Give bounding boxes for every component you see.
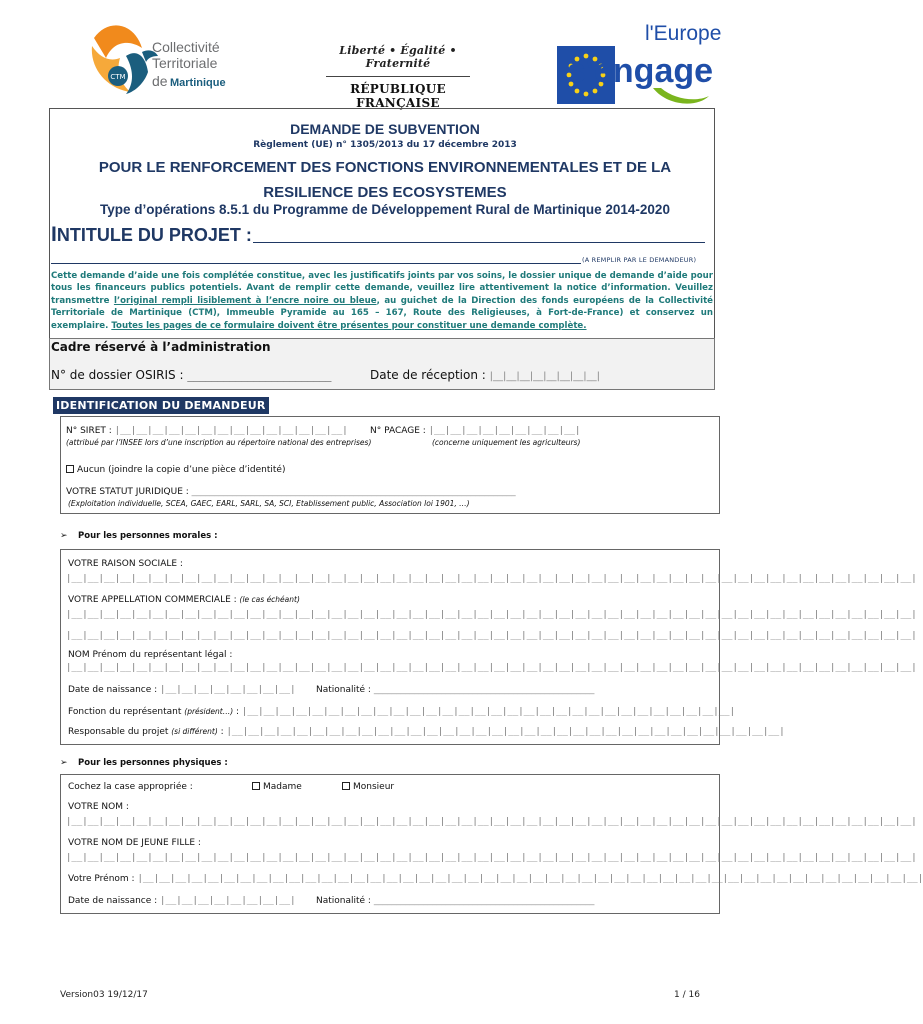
monsieur-option[interactable]: Monsieur [342, 782, 394, 792]
notice-emphasis-original: l’original rempli lisiblement à l’encre noire ou bleue [113, 295, 377, 306]
statut-juridique-field[interactable]: VOTRE STATUT JURIDIQUE : ________________________________________________________________________ [66, 487, 516, 497]
raison-sociale-label: VOTRE RAISON SOCIALE : [68, 559, 183, 569]
nom-jeune-fille-label: VOTRE NOM DE JEUNE FILLE : [68, 838, 201, 848]
rf-name: RÉPUBLIQUE FRANÇAISE [350, 82, 446, 110]
project-title-field-line2[interactable] [51, 263, 581, 264]
appellation-label: VOTRE APPELLATION COMMERCIALE : (le cas échéant) [68, 595, 300, 605]
physiques-birthdate-field[interactable]: Date de naissance : |__|__|__|__|__|__|__|__| [68, 896, 296, 906]
identification-section-title: IDENTIFICATION DU DEMANDEUR [53, 397, 269, 414]
siret-note: (attribué par l’INSEE lors d’une inscription au répertoire national des entreprises) [66, 438, 372, 447]
page-number: 1 / 16 [674, 990, 700, 1000]
operation-type: Type d’opérations 8.5.1 du Programme de Développement Rural de Martinique 2014-2020 [100, 202, 670, 217]
monsieur-checkbox[interactable] [342, 782, 350, 790]
svg-text:s'engage: s'engage [567, 52, 714, 90]
pacage-field[interactable]: N° PACAGE : |__|__|__|__|__|__|__|__|__| [370, 426, 581, 436]
svg-text:CTM: CTM [110, 73, 126, 81]
prenom-field[interactable]: Votre Prénom : |__|__|__|__|__|__|__|__|__|__|__|__|__|__|__|__|__|__|__|__|__|__|__|__|__|__|__|__|__|__|__|__|__|__|__|__|__|__|__|__|__|__|__|__|__|__|__|__| [68, 874, 923, 884]
form-subtitle [0, 155, 770, 205]
fonction-representant-field[interactable]: Fonction du représentant (président…) : |__|__|__|__|__|__|__|__|__|__|__|__|__|__|__|__|__|__|__|__|__|__|__|__|__|__|__|__|__|__| [68, 707, 735, 717]
siret-field[interactable]: N° SIRET : |__|__|__|__|__|__|__|__|__|__|__|__|__|__| [66, 426, 348, 436]
aucun-checkbox[interactable] [66, 465, 74, 473]
europe-sengage-logo [557, 18, 722, 108]
project-title-label: INTITULE DU PROJET : [51, 223, 252, 246]
aucun-option[interactable]: Aucun (joindre la copie d’une pièce d’identité) [66, 465, 285, 475]
project-title-note: (A REMPLIR PAR LE DEMANDEUR) [582, 256, 697, 264]
admin-title: Cadre réservé à l’administration [51, 340, 271, 354]
nom-jeune-fille-field[interactable]: |__|__|__|__|__|__|__|__|__|__|__|__|__|__|__|__|__|__|__|__|__|__|__|__|__|__|__|__|__|__|__|__|__|__|__|__|__|__|__|__|__|__|__|__|__|__|__|__|__|__|__|__| [66, 853, 917, 863]
madame-checkbox[interactable] [252, 782, 260, 790]
document-version: Version03 19/12/17 [60, 990, 148, 1000]
representant-label: NOM Prénom du représentant légal : [68, 650, 233, 660]
physiques-nationality-field[interactable]: Nationalité : _________________________________________________ [316, 896, 595, 906]
representant-field[interactable]: |__|__|__|__|__|__|__|__|__|__|__|__|__|__|__|__|__|__|__|__|__|__|__|__|__|__|__|__|__|__|__|__|__|__|__|__|__|__|__|__|__|__|__|__|__|__|__|__|__|__|__|__| [66, 663, 917, 673]
morales-heading: Pour les personnes morales : [78, 531, 218, 541]
arrow-bullet-icon: ➢ [60, 531, 68, 541]
svg-text:l'Europe: l'Europe [645, 22, 722, 45]
ctm-wing-blue-icon [126, 53, 148, 94]
reception-date-field[interactable]: Date de réception : |__|__|__|__|__|__|__|__| [370, 368, 600, 382]
form-subtitle-line1: POUR LE RENFORCEMENT DES FONCTIONS ENVIRONNEMENTALES ET DE LA [98, 159, 672, 176]
notice-emphasis-pages: Toutes les pages de ce formulaire doivent être présentes pour constituer une demande complète. [111, 320, 587, 331]
appellation-field-line2[interactable]: |__|__|__|__|__|__|__|__|__|__|__|__|__|__|__|__|__|__|__|__|__|__|__|__|__|__|__|__|__|__|__|__|__|__|__|__|__|__|__|__|__|__|__|__|__|__|__|__|__|__|__|__| [66, 631, 917, 641]
morales-birthdate-field[interactable]: Date de naissance : |__|__|__|__|__|__|__|__| [68, 685, 296, 695]
svg-text:de: de [152, 73, 168, 89]
responsable-projet-field[interactable]: Responsable du projet (si différent) : |__|__|__|__|__|__|__|__|__|__|__|__|__|__|__|__|__|__|__|__|__|__|__|__|__|__|__|__|__|__|__|__|__|__| [68, 727, 785, 737]
statut-juridique-note: (Exploitation individuelle, SCEA, GAEC, EARL, SARL, SA, SCI, Etablissement public, Association loi 1901, …) [68, 499, 470, 508]
madame-option[interactable]: Madame [252, 782, 302, 792]
morales-nationality-field[interactable]: Nationalité : _________________________________________________ [316, 685, 595, 695]
civility-label: Cochez la case appropriée : [68, 782, 193, 792]
raison-sociale-field[interactable]: |__|__|__|__|__|__|__|__|__|__|__|__|__|__|__|__|__|__|__|__|__|__|__|__|__|__|__|__|__|__|__|__|__|__|__|__|__|__|__|__|__|__|__|__|__|__|__|__|__|__|__|__| [66, 574, 917, 584]
arrow-bullet-icon: ➢ [60, 758, 68, 768]
instructions-notice: Cette demande d’aide une fois complétée constitue, avec les justificatifs joints par vos soins, le dossier unique de demande d’aide pour tous les financeurs publics potentiels. Avant de remplir cette demande, veuillez lire attentivement la notice d’information. Veuillez transmettre l’original rempli lisiblement à l’encre noire ou bleue, au guichet de la Direction des fonds européens de la Collectivité Territoriale de Martinique (CTM), Immeuble Pyramide au 165 – 167, Route des Religieuses, à Fort-de-France) et conservez un exemplaire. Toutes les pages de ce formulaire doivent être présentes pour constituer une demande complète. [51, 271, 714, 331]
rf-motto: Liberté • Égalité • Fraternité [339, 44, 457, 70]
republique-francaise-logo [318, 44, 478, 110]
nom-field[interactable]: |__|__|__|__|__|__|__|__|__|__|__|__|__|__|__|__|__|__|__|__|__|__|__|__|__|__|__|__|__|__|__|__|__|__|__|__|__|__|__|__|__|__|__|__|__|__|__|__|__|__|__|__| [66, 817, 917, 827]
osiris-number-field[interactable]: N° de dossier OSIRIS : ________________________ [51, 368, 332, 382]
page-header [0, 0, 770, 108]
ctm-logo [86, 18, 256, 100]
svg-text:Territoriale: Territoriale [152, 55, 218, 71]
pacage-note: (concerne uniquement les agriculteurs) [432, 438, 581, 447]
form-subtitle-line2: RESILIENCE DES ECOSYSTEMES [263, 184, 507, 201]
svg-text:Martinique: Martinique [170, 77, 226, 89]
physiques-heading: Pour les personnes physiques : [78, 758, 228, 768]
appellation-field-line1[interactable]: |__|__|__|__|__|__|__|__|__|__|__|__|__|__|__|__|__|__|__|__|__|__|__|__|__|__|__|__|__|__|__|__|__|__|__|__|__|__|__|__|__|__|__|__|__|__|__|__|__|__|__|__| [66, 610, 917, 620]
nom-label: VOTRE NOM : [68, 802, 129, 812]
ctm-wing-orange-icon [94, 25, 142, 58]
form-title: DEMANDE DE SUBVENTION [290, 121, 480, 137]
rf-separator [326, 76, 470, 77]
project-title-field[interactable] [253, 242, 705, 243]
svg-text:Collectivité: Collectivité [152, 39, 220, 55]
regulation-reference: Règlement (UE) n° 1305/2013 du 17 décembre 2013 [253, 140, 517, 150]
